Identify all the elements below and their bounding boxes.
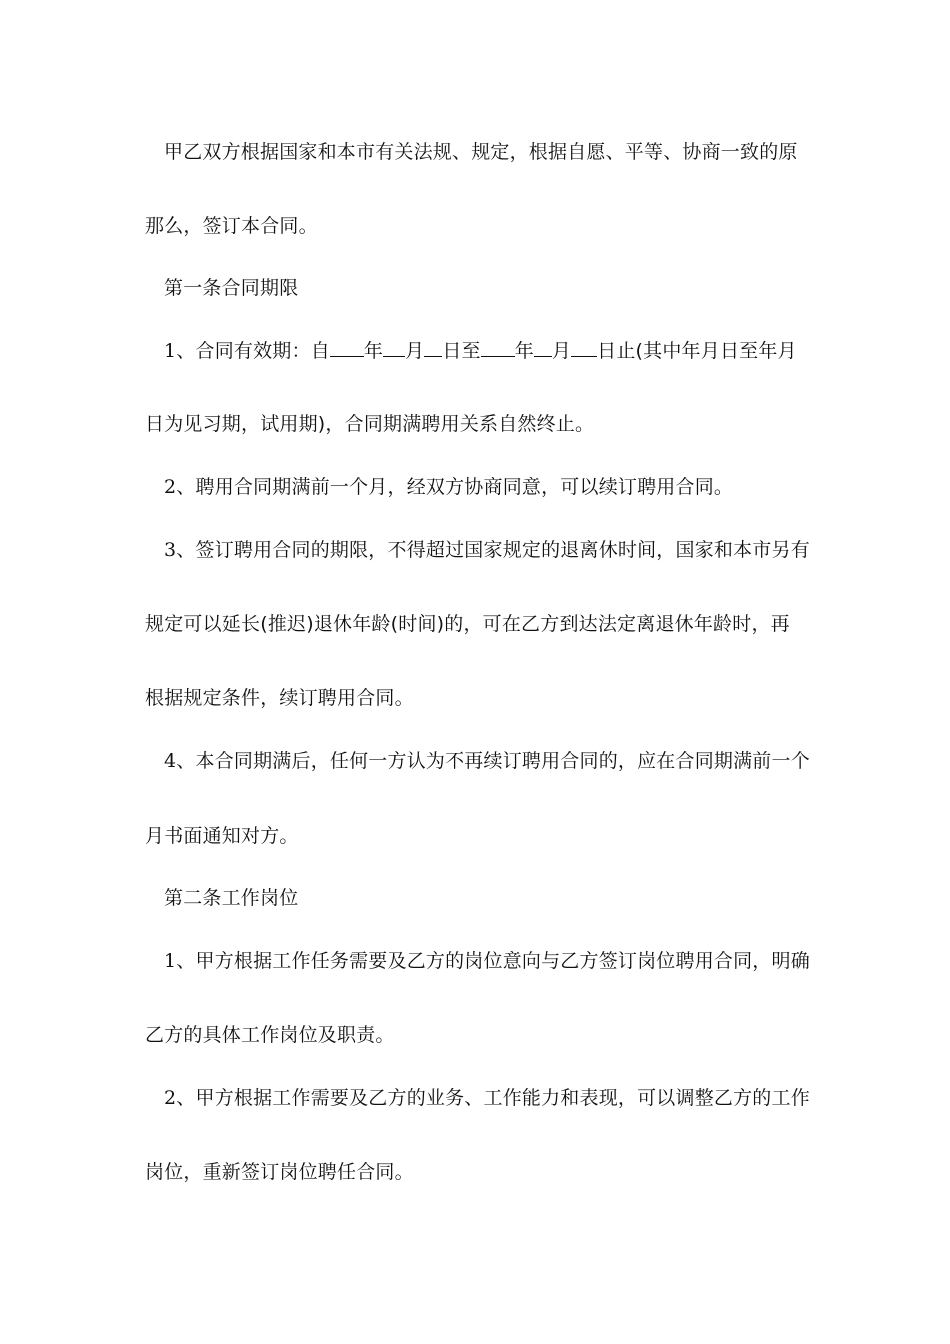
blank-field-day-end	[571, 338, 597, 357]
item-text: 本合同期满后，任何一方认为不再续订聘用合同的，应在合同期满前一个	[195, 750, 810, 772]
term-text-year-start: 年	[363, 340, 384, 362]
article-2-title-text: 第二条工作岗位	[164, 887, 299, 909]
blank-field-year-start	[330, 338, 364, 357]
term-text-month-start: 月	[405, 340, 425, 362]
item-separator: 、	[176, 1087, 196, 1109]
item-separator: 、	[176, 340, 196, 362]
article-1-title-text: 第一条合同期限	[164, 277, 299, 299]
blank-field-month-end	[534, 338, 552, 357]
article-1-title	[164, 276, 298, 300]
article-1-item-4-line-2	[145, 824, 299, 848]
item-separator: 、	[176, 539, 196, 561]
article-1-item-1	[164, 338, 797, 363]
article-2-item-2-line-2	[145, 1160, 414, 1184]
item-number: 1	[164, 950, 177, 972]
item-number: 3	[164, 539, 177, 561]
article-1-item-1-line-2	[145, 412, 594, 436]
preamble-line-1	[164, 140, 798, 164]
item-number: 2	[164, 1087, 177, 1109]
article-1-item-4	[164, 749, 810, 773]
item-text: 根据规定条件，续订聘用合同。	[145, 687, 414, 709]
item-text: 岗位，重新签订岗位聘任合同。	[145, 1161, 414, 1183]
item-text: 乙方的具体工作岗位及职责。	[145, 1024, 395, 1046]
item-text: 甲方根据工作任务需要及乙方的岗位意向与乙方签订岗位聘用合同，明确	[195, 950, 810, 972]
term-text-month-end: 月	[551, 340, 572, 362]
article-1-item-3	[164, 538, 810, 562]
blank-field-day-start	[424, 338, 442, 357]
term-text-day-start: 日至	[442, 340, 481, 362]
term-text-from: 合同有效期：自	[195, 340, 330, 362]
article-1-item-3-line-3	[145, 686, 414, 710]
preamble-text-1: 甲乙双方根据国家和本市有关法规、规定，根据自愿、平等、协商一致的原	[164, 141, 798, 163]
term-text-year-end: 年	[514, 340, 534, 362]
article-2-item-1	[164, 949, 810, 973]
blank-field-year-end	[481, 338, 515, 357]
preamble-text-2: 那么，签订本合同。	[145, 215, 318, 237]
article-1-item-3-line-2	[145, 612, 790, 636]
item-text: 甲方根据工作需要及乙方的业务、工作能力和表现，可以调整乙方的工作	[195, 1087, 810, 1109]
item-text: 签订聘用合同的期限，不得超过国家规定的退离休时间，国家和本市另有	[195, 539, 810, 561]
term-text-end: 日止(其中年月日至年月	[597, 340, 797, 362]
article-2-item-2	[164, 1086, 810, 1110]
item-number: 1	[164, 340, 177, 362]
article-2-item-1-line-2	[145, 1023, 395, 1047]
item-text: 日为见习期，试用期)，合同期满聘用关系自然终止。	[145, 413, 595, 435]
item-separator: 、	[176, 750, 196, 772]
item-separator: 、	[176, 476, 196, 498]
item-number: 4	[164, 750, 177, 772]
article-1-item-2	[164, 475, 733, 499]
item-text: 规定可以延长(推迟)退休年龄(时间)的，可在乙方到达法定离退休年龄时，再	[145, 613, 790, 635]
preamble-line-2	[145, 214, 318, 238]
item-number: 2	[164, 476, 177, 498]
item-text: 聘用合同期满前一个月，经双方协商同意，可以续订聘用合同。	[195, 476, 734, 498]
item-separator: 、	[176, 950, 196, 972]
item-text: 月书面通知对方。	[145, 825, 299, 847]
article-2-title	[164, 886, 298, 910]
blank-field-month-start	[383, 338, 405, 357]
